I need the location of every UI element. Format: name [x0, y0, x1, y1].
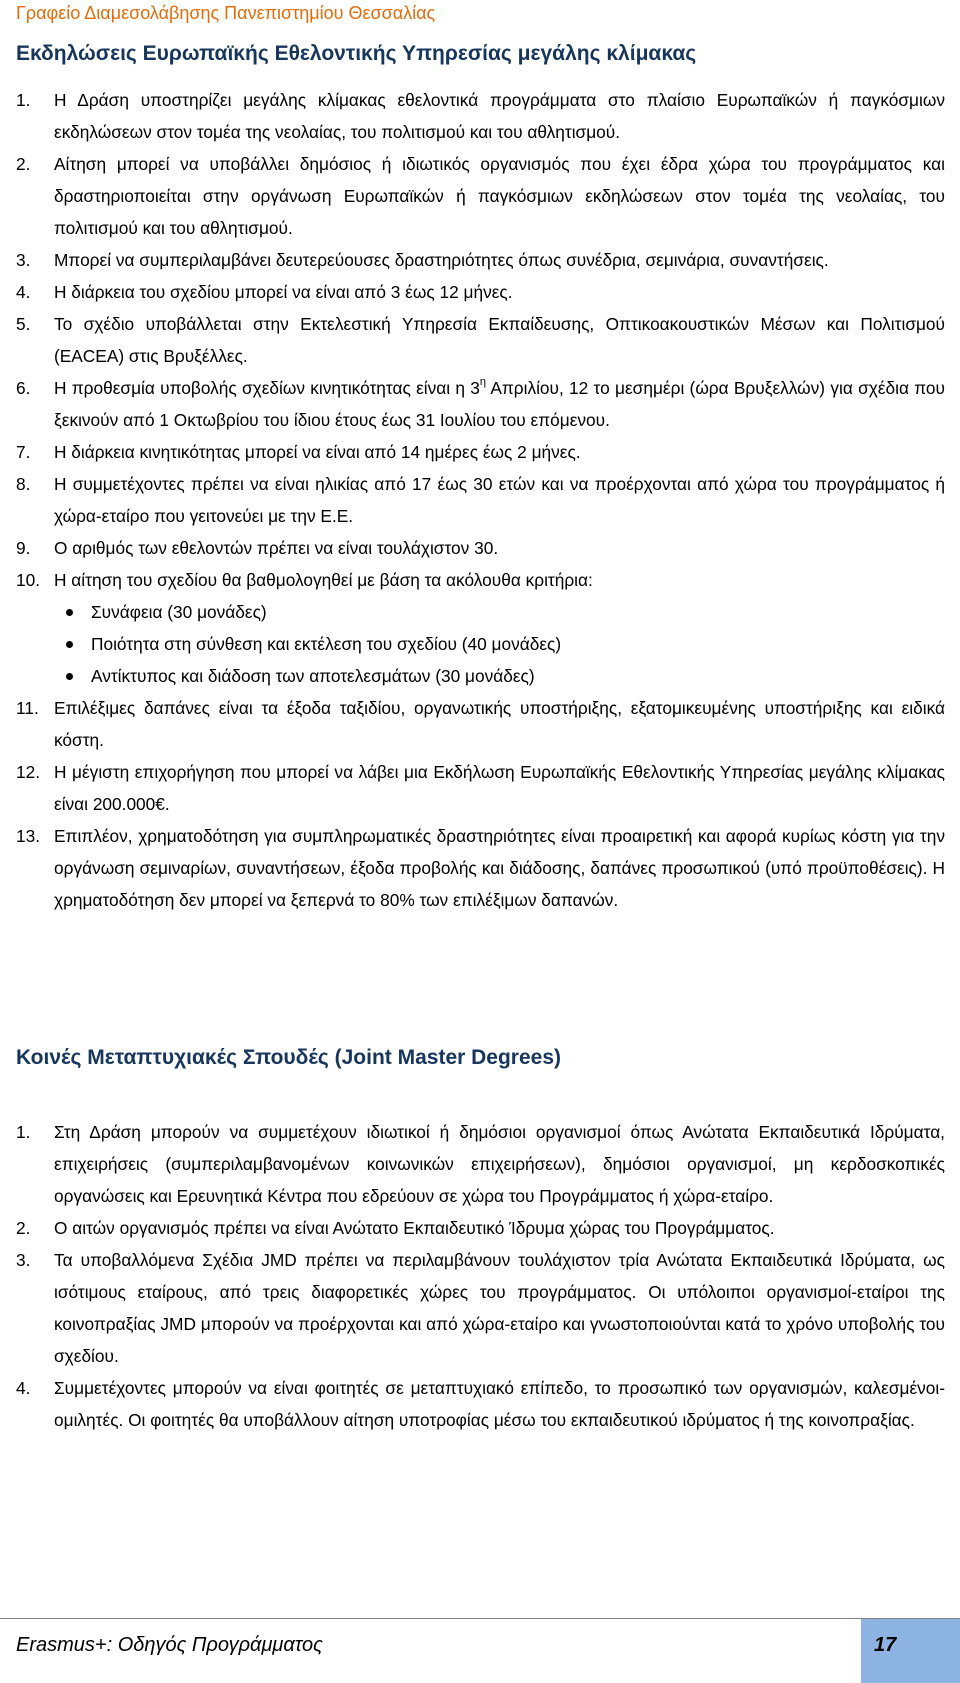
bullet-text: Αντίκτυπος και διάδοση των αποτελεσμάτων (30 μονάδες) — [91, 666, 535, 686]
item-number: 2. — [16, 1218, 31, 1238]
item-number: 3. — [16, 1250, 31, 1270]
page-number: 17 — [874, 1634, 897, 1656]
item-text: Η αίτηση του σχεδίου θα βαθμολογηθεί με βάση τα ακόλουθα κριτήρια: — [54, 570, 593, 590]
joint-master-degrees-list — [16, 1116, 945, 1436]
evs-events-list — [16, 84, 945, 916]
item-number: 11. — [16, 698, 39, 718]
list-item — [16, 244, 945, 276]
list-item — [16, 1244, 945, 1372]
bullet-item — [54, 660, 945, 692]
superscript-ordinal: η — [479, 376, 486, 388]
bullet-item — [54, 628, 945, 660]
footer-divider — [0, 1618, 960, 1619]
item-number: 1. — [16, 90, 31, 110]
criteria-bullet-list — [54, 596, 945, 692]
list-item — [16, 1372, 945, 1436]
item-number: 6. — [16, 378, 31, 398]
bullet-dot-icon — [66, 673, 73, 680]
item-number: 4. — [16, 282, 31, 302]
list-item — [16, 84, 945, 148]
item-text: Αίτηση μπορεί να υποβάλλει δημόσιος ή ιδιωτικός οργανισμός που έχει έδρα χώρα του προγράμματος και δραστηριοποιείται στην οργάνωση Ευρωπαϊκών ή παγκόσμιων εκδηλώσεων στον τομέα της νεολαίας, του πολιτισμού και του αθλητισμού. — [54, 154, 945, 238]
item-text: Επιπλέον, χρηματοδότηση για συμπληρωματικές δραστηριότητες είναι προαιρετική και αφορά κυρίως κόστη για την οργάνωση σεμιναρίων, συναντήσεων, έξοδα προβολής και διάδοσης, δαπάνες προσωπικού (υπό προϋποθέσεις). Η χρηματοδότηση δεν μπορεί να ξεπερνά το 80% των επιλέξιμων δαπανών. — [54, 826, 945, 910]
item-text: Η διάρκεια κινητικότητας μπορεί να είναι από 14 ημέρες έως 2 μήνες. — [54, 442, 581, 462]
section-title-evs-events: Εκδηλώσεις Ευρωπαϊκής Εθελοντικής Υπηρεσίας μεγάλης κλίμακας — [16, 42, 697, 65]
item-text: Επιλέξιμες δαπάνες είναι τα έξοδα ταξιδίου, οργανωτικής υποστήριξης, εξατομικευμένης υποστήριξης και ειδικά κόστη. — [54, 698, 945, 750]
item-text: Ο αιτών οργανισμός πρέπει να είναι Ανώτατο Εκπαιδευτικό Ίδρυμα χώρας του Προγράμματος. — [54, 1218, 775, 1238]
list-item — [16, 148, 945, 244]
item-text-part: Η προθεσμία υποβολής σχεδίων κινητικότητας είναι η 3 — [54, 378, 480, 398]
item-text: Μπορεί να συμπεριλαμβάνει δευτερεύουσες δραστηριότητες όπως συνέδρια, σεμινάρια, συναντήσεις. — [54, 250, 829, 270]
bullet-dot-icon — [66, 641, 73, 648]
item-text: Η συμμετέχοντες πρέπει να είναι ηλικίας από 17 έως 30 ετών και να προέρχονται από χώρα του προγράμματος ή χώρα-εταίρο που γειτονεύει με την Ε.Ε. — [54, 474, 945, 526]
list-item — [16, 468, 945, 532]
list-item — [16, 692, 945, 756]
list-item — [16, 820, 945, 916]
item-number: 9. — [16, 538, 31, 558]
list-item — [16, 756, 945, 820]
list-item — [16, 564, 945, 692]
section-title-joint-master-degrees: Κοινές Μεταπτυχιακές Σπουδές (Joint Master Degrees) — [16, 1046, 562, 1069]
bullet-text: Συνάφεια (30 μονάδες) — [91, 602, 267, 622]
item-text — [54, 372, 945, 436]
item-text: Τα υποβαλλόμενα Σχέδια JMD πρέπει να περιλαμβάνουν τουλάχιστον τρία Ανώτατα Εκπαιδευτικά Ιδρύματα, ως ισότιμους εταίρους, από τρεις διαφορετικές χώρες του προγράμματος. Οι υπόλοιποι οργανισμοί-εταίροι της κοινοπραξίας JMD μπορούν να προέρχονται και από χώρα-εταίρο και γνωστοποιούνται κατά το χρόνο υποβολής του σχεδίου. — [54, 1250, 945, 1366]
item-number: 1. — [16, 1122, 31, 1142]
bullet-dot-icon — [66, 609, 73, 616]
item-number: 5. — [16, 314, 31, 334]
running-header: Γραφείο Διαμεσολάβησης Πανεπιστημίου Θεσσαλίας — [16, 3, 436, 23]
item-text: Η διάρκεια του σχεδίου μπορεί να είναι από 3 έως 12 μήνες. — [54, 282, 513, 302]
item-number: 7. — [16, 442, 31, 462]
list-item — [16, 1116, 945, 1212]
item-number: 8. — [16, 474, 31, 494]
bullet-text: Ποιότητα στη σύνθεση και εκτέλεση του σχεδίου (40 μονάδες) — [91, 634, 562, 654]
item-text: Στη Δράση μπορούν να συμμετέχουν ιδιωτικοί ή δημόσιοι οργανισμοί όπως Ανώτατα Εκπαιδευτικά Ιδρύματα, επιχειρήσεις (συμπεριλαμβανομένων κοινωνικών επιχειρήσεων), δημόσιοι οργανισμοί, μη κερδοσκοπικές οργανώσεις και Ερευνητικά Κέντρα που εδρεύουν σε χώρα του Προγράμματος ή χώρα-εταίρο. — [54, 1122, 945, 1206]
item-number: 2. — [16, 154, 31, 174]
list-item — [16, 1212, 945, 1244]
item-number: 10. — [16, 570, 41, 590]
list-item — [16, 276, 945, 308]
item-text: Ο αριθμός των εθελοντών πρέπει να είναι τουλάχιστον 30. — [54, 538, 499, 558]
item-number: 4. — [16, 1378, 31, 1398]
item-text: Η μέγιστη επιχορήγηση που μπορεί να λάβει μια Εκδήλωση Ευρωπαϊκής Εθελοντικής Υπηρεσίας μεγάλης κλίμακας είναι 200.000€. — [54, 762, 945, 814]
item-text: Η Δράση υποστηρίζει μεγάλης κλίμακας εθελοντικά προγράμματα στο πλαίσιο Ευρωπαϊκών ή παγκόσμιων εκδηλώσεων στον τομέα της νεολαίας, του πολιτισμού και του αθλητισμού. — [54, 90, 945, 142]
item-number: 12. — [16, 762, 41, 782]
list-item — [16, 436, 945, 468]
item-text: Το σχέδιο υποβάλλεται στην Εκτελεστική Υπηρεσία Εκπαίδευσης, Οπτικοακουστικών Μέσων και Πολιτισμού (EACEA) στις Βρυξέλλες. — [54, 314, 945, 366]
list-item — [16, 532, 945, 564]
item-number: 3. — [16, 250, 31, 270]
item-text-part: Απριλίου, 12 το μεσημέρι (ώρα Βρυξελλών) για σχέδια που ξεκινούν από 1 Οκτωβρίου του ίδιου έτους έως 31 Ιουλίου του επόμενου. — [54, 378, 945, 430]
list-item — [16, 372, 945, 436]
item-number: 13. — [16, 826, 41, 846]
list-item — [16, 308, 945, 372]
item-text: Συμμετέχοντες μπορούν να είναι φοιτητές σε μεταπτυχιακό επίπεδο, το προσωπικό των οργανισμών, καλεσμένοι-ομιλητές. Οι φοιτητές θα υποβάλλουν αίτηση υποτροφίας μέσω του εκπαιδευτικού ιδρύματος ή της κοινοπραξίας. — [54, 1378, 945, 1430]
bullet-item — [54, 596, 945, 628]
footer-guide-title: Erasmus+: Οδηγός Προγράμματος — [16, 1634, 323, 1656]
